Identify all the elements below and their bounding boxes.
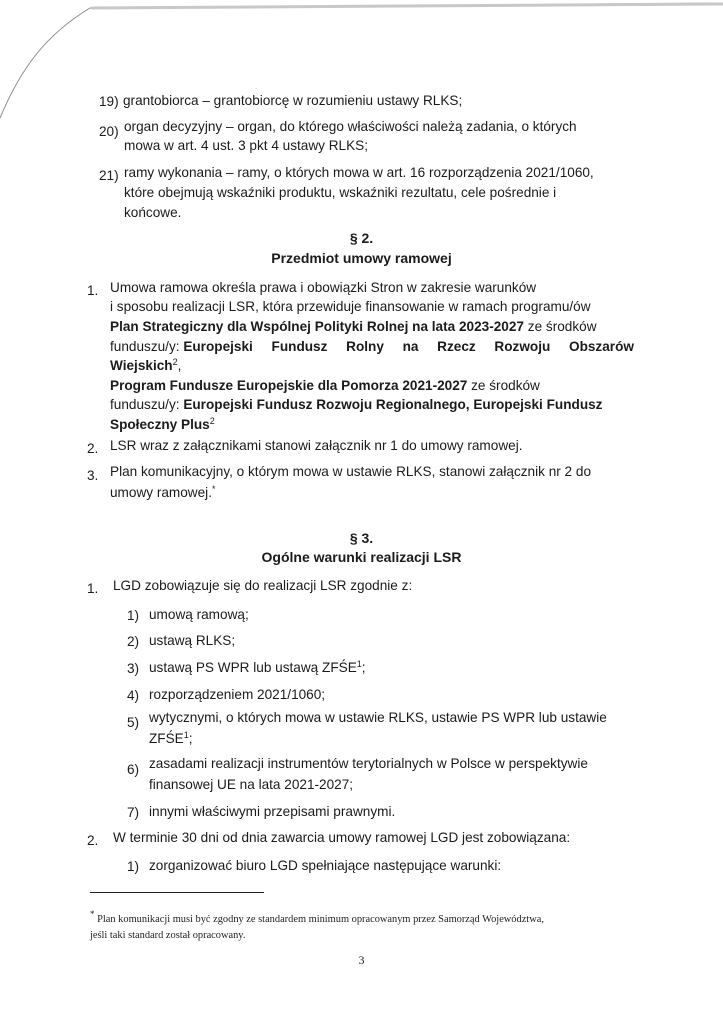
list-item-text: ZFŚE$^1$; <box>149 730 193 746</box>
paragraph-text: Plan komunikacyjny, o którym mowa w ustawie RLKS, stanowi załącznik nr 2 do <box>110 464 592 479</box>
list-item-number: 1) <box>127 859 140 874</box>
list-item-text: końcowe. <box>124 205 182 220</box>
section-title: Przedmiot umowy ramowej <box>271 250 452 266</box>
paragraph-text: Plan Strategiczny dla Wspólnej Polityki Rolnej na lata 2023-2027 ze środków <box>110 319 597 334</box>
list-item-text: mowa w art. 4 ust. 3 pkt 4 ustawy RLKS; <box>124 138 369 153</box>
list-item-text: ustawą RLKS; <box>149 633 236 648</box>
paragraph-text: W terminie 30 dni od dnia zawarcia umowy ramowej LGD jest zobowiązana: <box>113 830 571 845</box>
list-item-text: grantobiorca – grantobiorcę w rozumieniu ustawy RLKS; <box>123 93 463 108</box>
list-item-number: 4) <box>127 688 140 703</box>
list-item-number: 7) <box>127 805 140 820</box>
paragraph-text: LSR wraz z załącznikami stanowi załącznik nr 1 do umowy ramowej. <box>110 438 523 453</box>
paragraph-text: umowy ramowej.* <box>110 484 216 500</box>
list-item-text: umową ramową; <box>149 607 249 622</box>
paragraph-text: Społeczny Plus$^2$ <box>110 416 215 432</box>
list-item-number: 21) <box>99 168 119 183</box>
list-item-number: 19) <box>99 94 119 109</box>
list-item-text: ramy wykonania – ramy, o których mowa w art. 16 rozporządzenia 2021/1060, <box>124 165 594 180</box>
section-number: § 3. <box>349 530 374 546</box>
paragraph-text: LGD zobowiązuje się do realizacji LSR zgodnie z: <box>113 578 413 593</box>
list-item-text: wytycznymi, o których mowa w ustawie RLKS, ustawie PS WPR lub ustawie <box>149 710 607 725</box>
scan-edge-line <box>0 0 723 130</box>
list-item-number: 2) <box>127 634 140 649</box>
paragraph-number: 1. <box>87 283 99 298</box>
list-item-number: 1) <box>127 608 140 623</box>
list-item-text: rozporządzeniem 2021/1060; <box>149 687 326 702</box>
paragraph-text: funduszu/y: Europejski Fundusz Rolny na Rzecz Rozwoju Obszarów <box>110 339 634 354</box>
paragraph-text: Umowa ramowa określa prawa i obowiązki Stron w zakresie warunków <box>110 280 537 295</box>
list-item-text: finansowej UE na lata 2021-2027; <box>149 777 354 792</box>
paragraph-number: 3. <box>87 468 99 483</box>
paragraph-number: 2. <box>87 441 99 456</box>
paragraph-number: 2. <box>87 833 99 848</box>
section-title: Ogólne warunki realizacji LSR <box>261 549 462 565</box>
list-item-text: które obejmują wskaźniki produktu, wskaźniki rezultatu, cele pośrednie i <box>124 185 557 200</box>
list-item-number: 3) <box>127 661 140 676</box>
paragraph-text: funduszu/y: Europejski Fundusz Rozwoju Regionalnego, Europejski Fundusz <box>110 397 603 412</box>
paragraph-number: 1. <box>87 581 99 596</box>
page-number: 3 <box>358 953 365 967</box>
footnote: * Plan komunikacji musi być zgodny ze standardem minimum opracowanym przez Samorząd Województwa, <box>90 909 544 925</box>
paragraph-text: Wiejskich$^2$, <box>110 357 182 373</box>
section-number: § 2. <box>349 230 374 246</box>
paragraph-text: i sposobu realizacji LSR, która przewiduje finansowanie w ramach programu/ów <box>110 299 591 314</box>
paragraph-text: Program Fundusze Europejskie dla Pomorza 2021-2027 ze środków <box>110 378 540 393</box>
list-item-text: organ decyzyjny – organ, do którego właściwości należą zadania, o których <box>124 119 577 134</box>
list-item-text: zasadami realizacji instrumentów terytorialnych w Polsce w perspektywie <box>149 756 588 771</box>
footnote: jeśli taki standard został opracowany. <box>90 930 246 941</box>
footnote-separator <box>90 892 264 893</box>
list-item-number: 20) <box>99 124 119 139</box>
list-item-text: ustawą PS WPR lub ustawą ZFŚE$^1$; <box>149 659 366 675</box>
list-item-number: 6) <box>127 762 140 777</box>
list-item-text: innymi właściwymi przepisami prawnymi. <box>149 804 396 819</box>
list-item-number: 5) <box>127 715 140 730</box>
list-item-text: zorganizować biuro LGD spełniające następujące warunki: <box>149 858 502 873</box>
